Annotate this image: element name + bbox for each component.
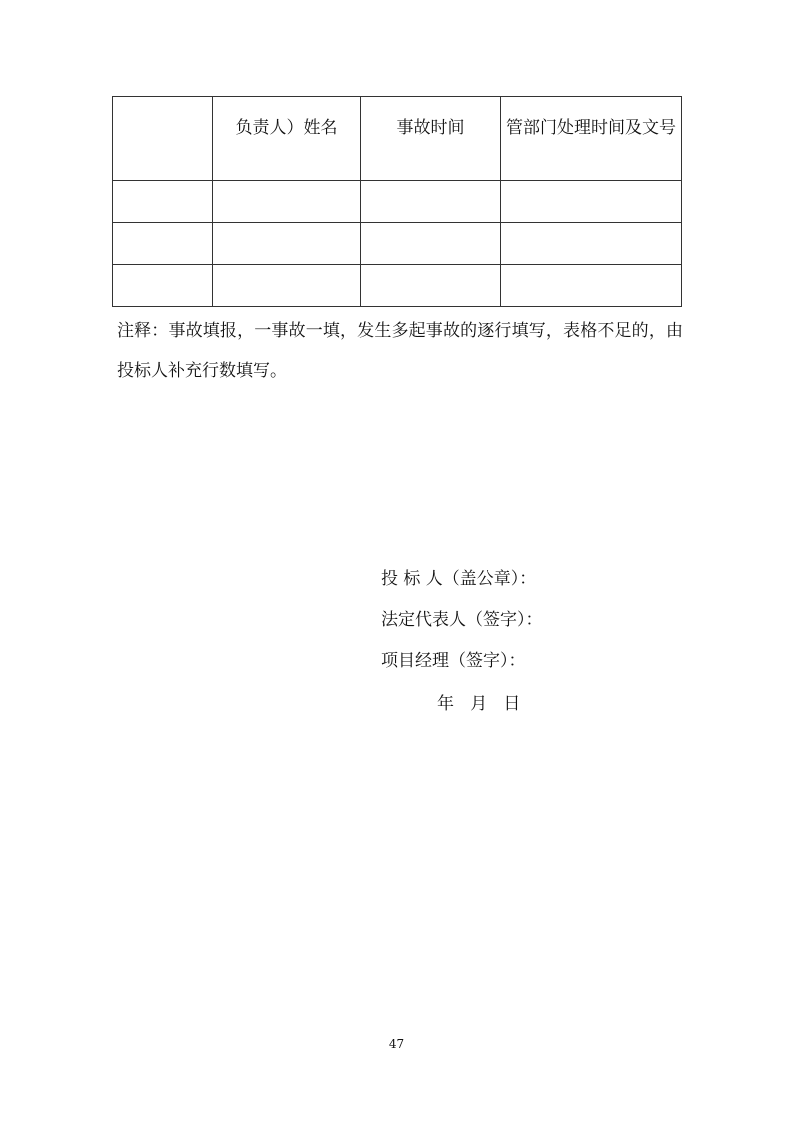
table-cell (501, 181, 682, 223)
header-cell-accident-time: 事故时间 (361, 97, 501, 181)
table-cell (213, 265, 361, 307)
page-number: 47 (388, 1037, 405, 1051)
table-cell (213, 181, 361, 223)
table-note: 注释：事故填报，一事故一填，发生多起事故的逐行填写，表格不足的，由投标人补充行数填写。 (117, 321, 683, 381)
signature-block (381, 563, 543, 686)
bidder-seal-line: 投 标 人（盖公章）： (381, 569, 537, 589)
table-cell (361, 265, 501, 307)
table-cell (213, 223, 361, 265)
legal-rep-signature-line: 法定代表人（签字）： (381, 610, 543, 630)
table-cell (361, 223, 501, 265)
table-cell (501, 265, 682, 307)
table-row (113, 181, 682, 223)
table-cell (113, 265, 213, 307)
header-cell-handling-time-doc: 管部门处理时间及文号 (501, 97, 682, 181)
date-line: 年 月 日 (437, 694, 521, 714)
project-manager-signature-line: 项目经理（签字）： (381, 651, 526, 671)
header-cell-person-name: 负责人）姓名 (213, 97, 361, 181)
table-row (113, 223, 682, 265)
table-cell (113, 223, 213, 265)
table-header-row (113, 97, 682, 181)
table-cell (361, 181, 501, 223)
table-cell (501, 223, 682, 265)
accident-record-table (112, 96, 682, 307)
header-cell-1 (113, 97, 213, 181)
table-row (113, 265, 682, 307)
table-cell (113, 181, 213, 223)
